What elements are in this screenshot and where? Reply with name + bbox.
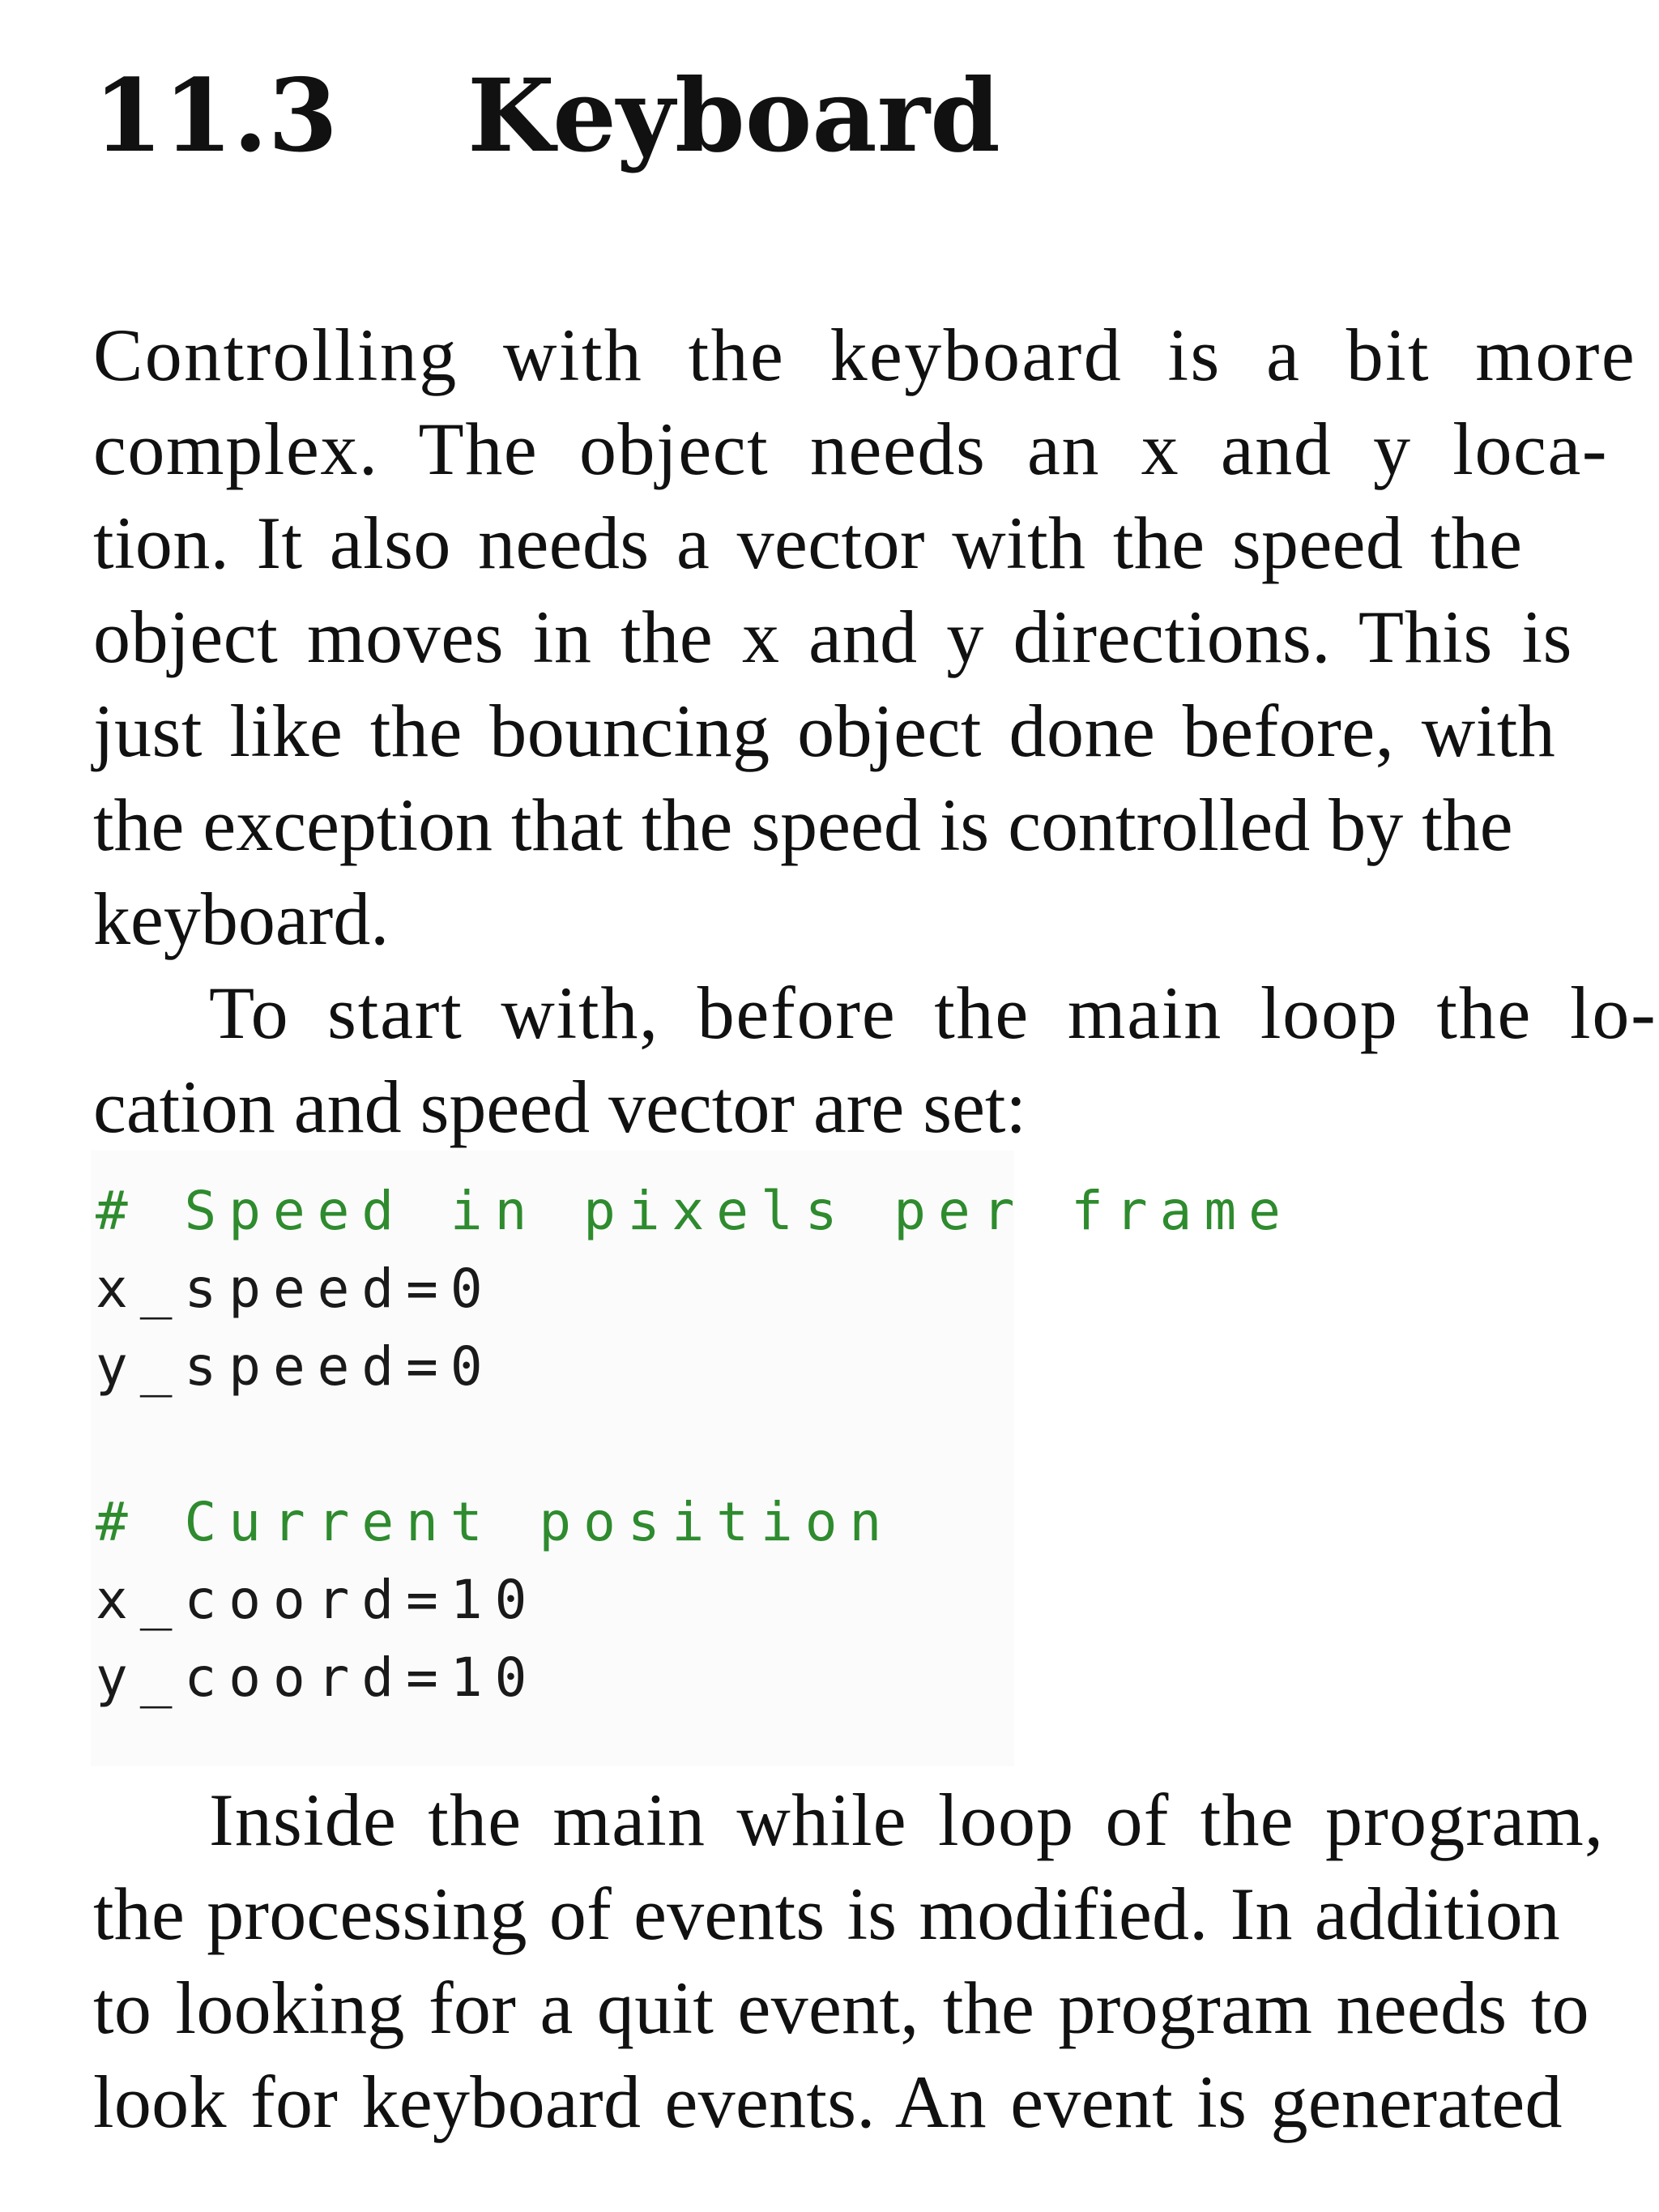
section-number: 11.3 — [93, 58, 339, 175]
paragraph-line: Inside the main while loop of the program, — [209, 1779, 1605, 1861]
code-line: x_coord=10 — [96, 1569, 539, 1631]
code-comment: # Speed in pixels per frame — [96, 1180, 1293, 1242]
paragraph-line: object moves in the x and y directions. This is — [93, 596, 1573, 678]
paragraph-line: keyboard. — [93, 878, 390, 960]
paragraph-line: just like the bouncing object done before, with — [93, 690, 1556, 772]
code-comment: # Current position — [96, 1491, 894, 1553]
paragraph-line: to looking for a quit event, the program needs to — [93, 1966, 1589, 2049]
section-title: Keyboard — [467, 58, 1000, 175]
paragraph-line: To start with, before the main loop the lo- — [209, 971, 1657, 1054]
paragraph-line: look for keyboard events. An event is generated — [93, 2060, 1563, 2143]
code-line: y_speed=0 — [96, 1335, 495, 1398]
code-line: y_coord=10 — [96, 1646, 539, 1709]
paragraph-line: complex. The object needs an x and y loca- — [93, 408, 1609, 490]
section-heading — [93, 58, 1000, 175]
paragraph-line: Controlling with the keyboard is a bit more — [93, 314, 1637, 396]
paragraph-line: the exception that the speed is controlled by the — [93, 784, 1513, 866]
code-line: x_speed=0 — [96, 1258, 495, 1320]
paragraph-line: tion. It also needs a vector with the speed the — [93, 502, 1523, 584]
paragraph-line: cation and speed vector are set: — [93, 1065, 1027, 1148]
paragraph-line: the processing of events is modified. In addition — [93, 1873, 1561, 1955]
